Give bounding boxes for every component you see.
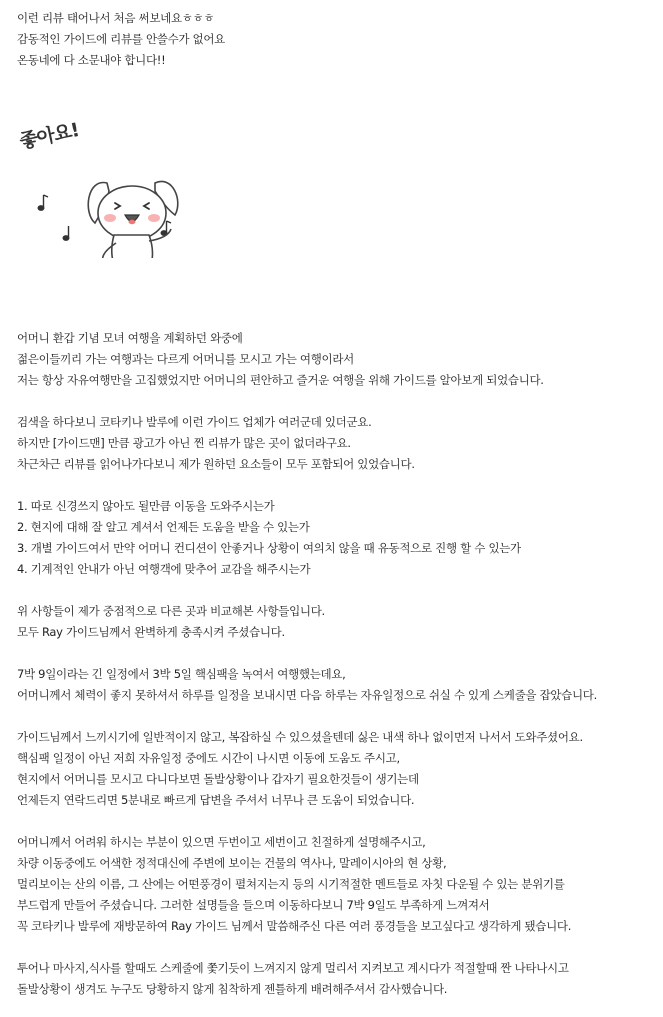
dancing-dog-sticker-icon [17, 83, 192, 258]
review-document [17, 8, 659, 1000]
intro-line-3: 온동네에 다 소문내야 합니다!! [17, 53, 166, 67]
para1-line-1: 어머니 환갑 기념 모녀 여행을 계획하던 와중에 [17, 331, 243, 345]
para4-line-2: 어머니께서 체력이 좋지 못하셔서 하루를 일정을 보내시면 다음 하루는 자유일정으로 쉬실 수 있게 스케줄을 잡았습니다. [17, 688, 597, 702]
para5-line-1: 가이드님께서 느끼시기에 일반적이지 않고, 복잡하실 수 있으셨을텐데 싫은 내색 하나 없이먼저 나서서 도와주셨어요. [17, 730, 583, 744]
para6-line-5: 꼭 코타키나 발루에 재방문하여 Ray 가이드 님께서 말씀해주신 다른 여러 풍경들을 보고싶다고 생각하게 됐습니다. [17, 919, 572, 933]
para1-line-3: 저는 항상 자유여행만을 고집했었지만 어머니의 편안하고 즐거운 여행을 위해 가이드를 알아보게 되었습니다. [17, 373, 544, 387]
para5-line-4: 언제든지 연락드리면 5분내로 빠르게 답변을 주셔서 너무나 큰 도움이 되었습니다. [17, 793, 415, 807]
dog-sticker-drawing [17, 83, 192, 258]
intro-line-1: 이런 리뷰 태어나서 처음 써보네요ㅎㅎㅎ [17, 11, 215, 25]
para3-line-2: 모두 Ray 가이드님께서 완벽하게 충족시켜 주셨습니다. [17, 625, 285, 639]
para5-line-2: 핵심팩 일정이 아닌 저희 자유일정 중에도 시간이 나시면 이동에 도움도 주시고, [17, 751, 400, 765]
para6-line-1: 어머니께서 어려워 하시는 부분이 있으면 두번이고 세번이고 친절하게 설명해주시고, [17, 835, 426, 849]
para7-line-2: 돌발상황이 생겨도 누구도 당황하지 않게 침착하게 젠틀하게 배려해주셔서 감사했습니다. [17, 982, 448, 996]
para3-line-1: 위 사항들이 제가 중점적으로 다른 곳과 비교해본 사항들입니다. [17, 604, 325, 618]
para4-line-1: 7박 9일이라는 긴 일정에서 3박 5일 핵심팩을 녹여서 여행했는데요, [17, 667, 346, 681]
para6-line-4: 부드럽게 만들어 주셨습니다. 그러한 설명들을 들으며 이동하다보니 7박 9일도 부족하게 느껴져서 [17, 898, 490, 912]
para2-line-3: 차근차근 리뷰를 읽어나가다보니 제가 원하던 요소들이 모두 포함되어 있었습니다. [17, 457, 415, 471]
para5-line-3: 현지에서 어머니를 모시고 다니다보면 돌발상황이나 갑자기 필요한것들이 생기는데 [17, 772, 419, 786]
para1-line-2: 젊은이들끼리 가는 여행과는 다르게 어머니를 모시고 가는 여행이라서 [17, 352, 354, 366]
list-item-1: 1. 따로 신경쓰지 않아도 될만큼 이동을 도와주시는가 [17, 499, 275, 513]
para6-line-2: 차량 이동중에도 어색한 정적대신에 주변에 보이는 건물의 역사나, 말레이시아의 현 상황, [17, 856, 447, 870]
sticker-caption: 좋아요! [17, 118, 81, 153]
list-item-4: 4. 기계적인 안내가 아닌 여행객에 맞추어 교감을 해주시는가 [17, 562, 311, 576]
list-item-3: 3. 개별 가이드여서 만약 어머니 컨디션이 안좋거나 상황이 여의치 않을 때 유동적으로 진행 할 수 있는가 [17, 541, 521, 555]
para2-line-2: 하지만 [가이드맨] 만큼 광고가 아닌 찐 리뷰가 많은 곳이 없더라구요. [17, 436, 351, 450]
para2-line-1: 검색을 하다보니 코타키나 발루에 이런 가이드 업체가 여러군데 있더군요. [17, 415, 372, 429]
para7-line-1: 투어나 마사지,식사를 할때도 스케줄에 쫓기듯이 느껴지지 않게 멀리서 지켜보고 계시다가 적절할때 짠 나타나시고 [17, 961, 569, 975]
intro-line-2: 감동적인 가이드에 리뷰를 안쓸수가 없어요 [17, 32, 225, 46]
list-item-2: 2. 현지에 대해 잘 알고 계셔서 언제든 도움을 받을 수 있는가 [17, 520, 310, 534]
para6-line-3: 멀리보이는 산의 이름, 그 산에는 어떤풍경이 펼쳐지는지 등의 시기적절한 멘트들로 자칫 다운될 수 있는 분위기를 [17, 877, 565, 891]
